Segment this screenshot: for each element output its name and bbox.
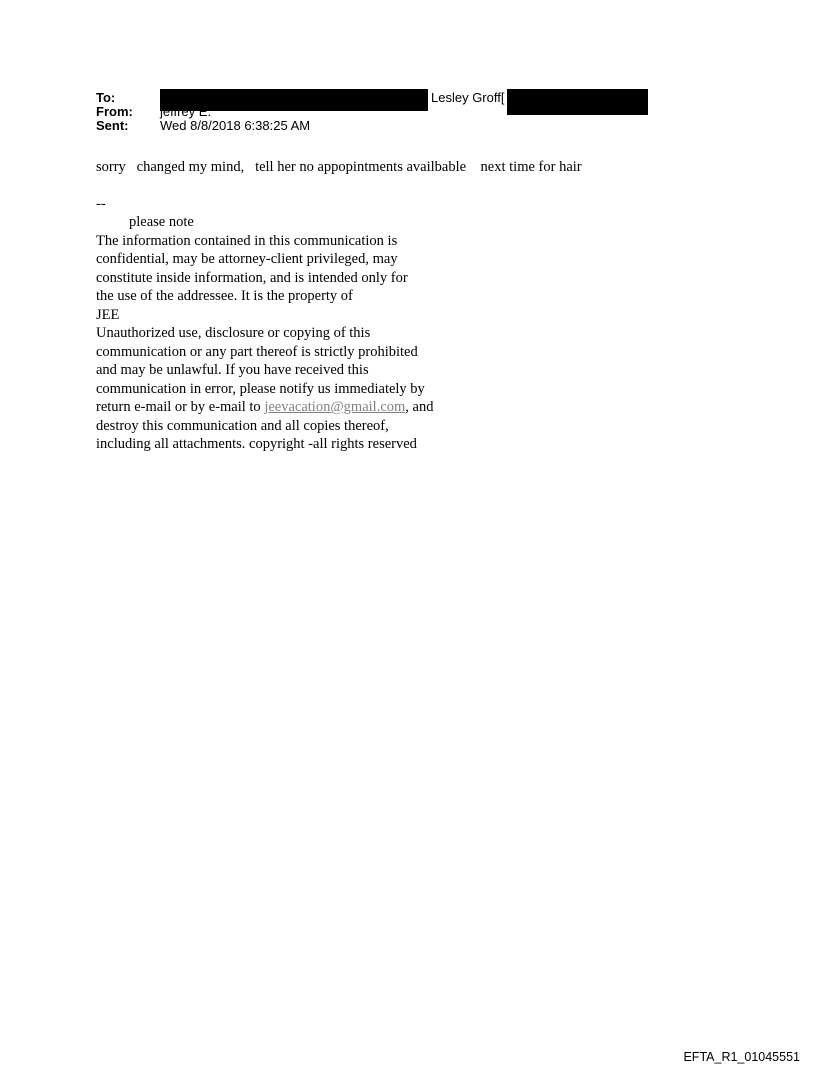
from-value: jeffrey E. — [160, 104, 212, 119]
email-body — [96, 158, 582, 454]
disclaimer-line: and may be unlawful. If you have received this — [96, 362, 369, 378]
to-label: To: — [96, 90, 116, 105]
sent-label: Sent: — [96, 118, 129, 133]
to-value: Lesley Groff[ — [431, 90, 505, 105]
document-id: EFTA_R1_01045551 — [683, 1050, 800, 1064]
email-address-link[interactable]: jeevacation@gmail.com — [264, 399, 406, 415]
disclaimer-line: the use of the addressee. It is the property of — [96, 288, 353, 304]
spacer — [96, 177, 582, 195]
disclaimer-line: destroy this communication and all copies thereof, — [96, 417, 389, 434]
disclaimer-line: constitute inside information, and is intended only for — [96, 269, 408, 286]
email-line-prefix: return e-mail or by e-mail to — [96, 399, 265, 415]
disclaimer-line: The information contained in this communication is — [96, 232, 398, 249]
email-line-suffix: , and — [405, 399, 434, 415]
sent-value: Wed 8/8/2018 6:38:25 AM — [160, 118, 311, 133]
disclaimer-line: JEE — [96, 306, 120, 323]
disclaimer-line: including all attachments. copyright -all rights reserved — [96, 436, 417, 452]
disclaimer-line: Unauthorized use, disclosure or copying of this — [96, 325, 371, 341]
disclaimer-line: communication in error, please notify us immediately by — [96, 380, 425, 397]
signature-note: please note — [129, 214, 194, 230]
message-text: sorry changed my mind, tell her no appopintments availbable next time for hair — [96, 159, 582, 175]
signature-separator: -- — [96, 195, 106, 212]
disclaimer-email-line — [96, 398, 582, 417]
disclaimer-line: communication or any part thereof is strictly prohibited — [96, 343, 418, 360]
disclaimer-line: confidential, may be attorney-client privileged, may — [96, 251, 398, 267]
from-label: From: — [96, 104, 133, 119]
redaction-bar-to-2 — [507, 89, 648, 115]
